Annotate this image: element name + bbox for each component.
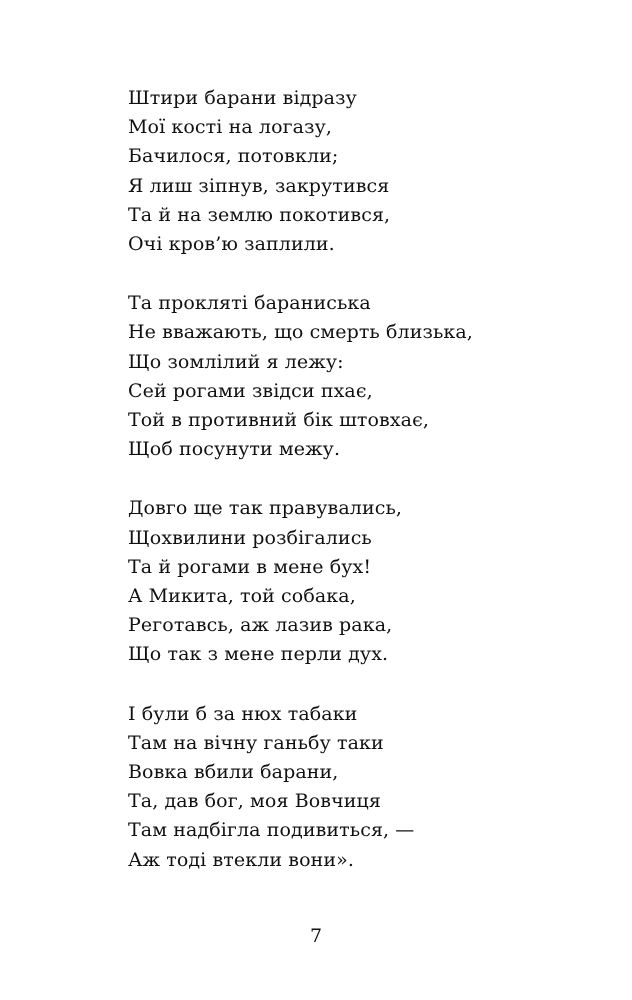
page-number: 7: [309, 925, 323, 947]
poem-line: Я лиш зіпнув, закрутився: [128, 174, 390, 197]
poem-line: Там на вічну ганьбу таки: [128, 731, 384, 754]
poem-line: Там надбігла подивиться, —: [128, 819, 415, 842]
poem-line: Щоб посунути межу.: [128, 438, 341, 461]
poem-line: Бачилося, потовкли;: [128, 145, 339, 168]
poem-line: І були б за нюх табаки: [128, 702, 358, 725]
stanza-2: [128, 289, 598, 464]
poem-line: Вовка вбили барани,: [128, 761, 339, 784]
poem-line: Сей рогами звідси пхає,: [128, 379, 373, 402]
poem-line: Той в противний бік штовхає,: [128, 409, 429, 432]
stanza-1: [128, 84, 598, 259]
poem-line: Та прокляті бараниська: [128, 292, 371, 315]
poem-line: Та, дав бог, моя Вовчиця: [128, 790, 381, 813]
poem-line: Довго ще так правувались,: [128, 497, 403, 520]
poem-line: Аж тоді втекли вони».: [128, 848, 354, 871]
poem-line: Що так з мене перли дух.: [128, 643, 389, 666]
poem-line: Реготавсь, аж лазив рака,: [128, 614, 393, 637]
poem-line: А Микита, той собака,: [128, 585, 356, 608]
poem-line: Не вважають, що смерть близька,: [128, 321, 473, 344]
poem-line: Очі кров’ю заплили.: [128, 233, 335, 256]
poem-line: Та й рогами в мене бух!: [128, 555, 372, 578]
poem: [128, 84, 598, 905]
poem-line: Штири барани відразу: [128, 87, 357, 109]
poem-line: Щохвилини розбігались: [128, 526, 372, 549]
stanza-4: [128, 700, 598, 875]
poem-line: Та й на землю покотився,: [128, 203, 391, 226]
poem-line: Що зомлілий я лежу:: [128, 350, 344, 373]
poem-line: Мої кості на логазу,: [128, 116, 332, 139]
stanza-3: [128, 494, 598, 669]
